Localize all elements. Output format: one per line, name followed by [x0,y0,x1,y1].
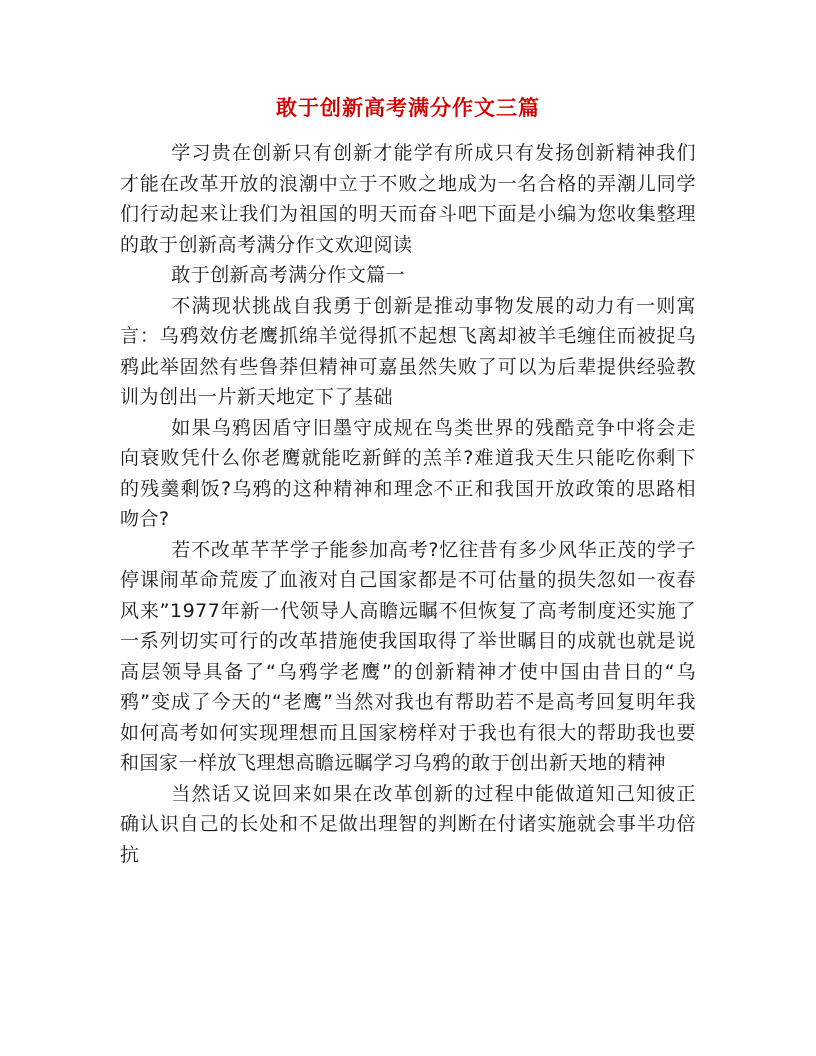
body-paragraph: 当然话又说回来如果在改革创新的过程中能做道知己知彼正确认识自己的长处和不足做出理智的判断在付诸实施就会事半功倍抗 [120,782,696,866]
document-title: 敢于创新高考满分作文三篇 [276,95,540,120]
section-heading: 敢于创新高考满分作文篇一 [171,264,406,286]
body-paragraph: 若不改革芊芊学子能参加高考?忆往昔有多少风华正茂的学子停课闹革命荒废了血液对自己国家都是不可估量的损失忽如一夜春风来”1977年新一代领导人高瞻远瞩不但恢复了高考制度还实施了一系列切实可行的改革措施使我国取得了举世瞩目的成就也就是说高层领导具备了“乌鸦学老鹰”的创新精神才使中国由昔日的“乌鸦”变成了今天的“老鹰”当然对我也有帮助若不是高考回复明年我如何高考如何实现理想而且国家榜样对于我也有很大的帮助我也要和国家一样放飞理想高瞻远瞩学习乌鸦的敢于创出新天地的精神 [120,538,696,774]
body-paragraph: 如果乌鸦因盾守旧墨守成规在鸟类世界的残酷竞争中将会走向衰败凭什么你老鹰就能吃新鲜的羔羊?难道我天生只能吃你剩下的残羹剩饭?乌鸦的这种精神和理念不正和我国开放政策的思路相吻合? [120,416,696,530]
document-body [120,138,696,870]
body-paragraph: 不满现状挑战自我勇于创新是推动事物发展的动力有一则寓言：乌鸦效仿老鹰抓绵羊觉得抓不起想飞离却被羊毛缠住而被捉乌鸦此举固然有些鲁莽但精神可嘉虽然失败了可以为后辈提供经验教训为创出一片新天地定下了基础 [120,294,696,408]
intro-paragraph: 学习贵在创新只有创新才能学有所成只有发扬创新精神我们才能在改革开放的浪潮中立于不败之地成为一名合格的弄潮儿同学们行动起来让我们为祖国的明天而奋斗吧下面是小编为您收集整理的敢于创新高考满分作文欢迎阅读 [120,142,696,256]
